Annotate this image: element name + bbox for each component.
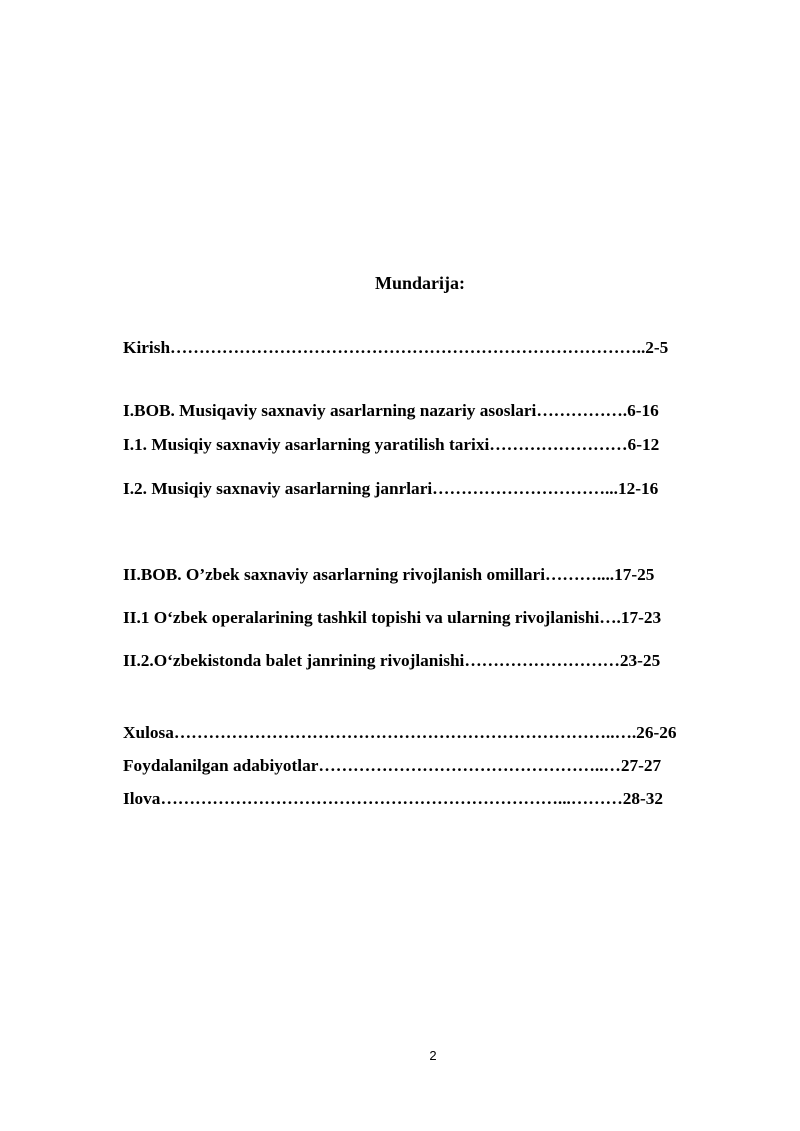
toc-entry-adabiyotlar: Foydalanilgan adabiyotlar…………………………………………..…27-27 [123, 756, 662, 775]
toc-entry-ilova: Ilova……………………………………………………………...………28-32 [123, 789, 664, 808]
toc-entry-section-2-1: II.1 O‘zbek operalarining tashkil topishi va ularning rivojlanishi….17-23 [123, 608, 662, 627]
toc-title: Mundarija: [375, 273, 465, 293]
toc-entry-chapter-1: I.BOB. Musiqaviy saxnaviy asarlarning nazariy asoslari…………….6-16 [123, 401, 659, 420]
page-number: 2 [429, 1048, 437, 1063]
toc-entry-xulosa: Xulosa…………………………………………………………………..….26-26 [123, 723, 677, 742]
toc-entry-kirish: Kirish………………………………………………………………………..2-5 [123, 338, 669, 357]
toc-entry-section-1-2: I.2. Musiqiy saxnaviy asarlarning janrlari…………………………...12-16 [123, 479, 659, 498]
toc-entry-section-2-2: II.2.O‘zbekistonda balet janrining rivojlanishi………………………23-25 [123, 651, 661, 670]
toc-entry-chapter-2: II.BOB. O’zbek saxnaviy asarlarning rivojlanish omillari………....17-25 [123, 565, 655, 584]
toc-entry-section-1-1: I.1. Musiqiy saxnaviy asarlarning yaratilish tarixi……………………6-12 [123, 435, 660, 454]
